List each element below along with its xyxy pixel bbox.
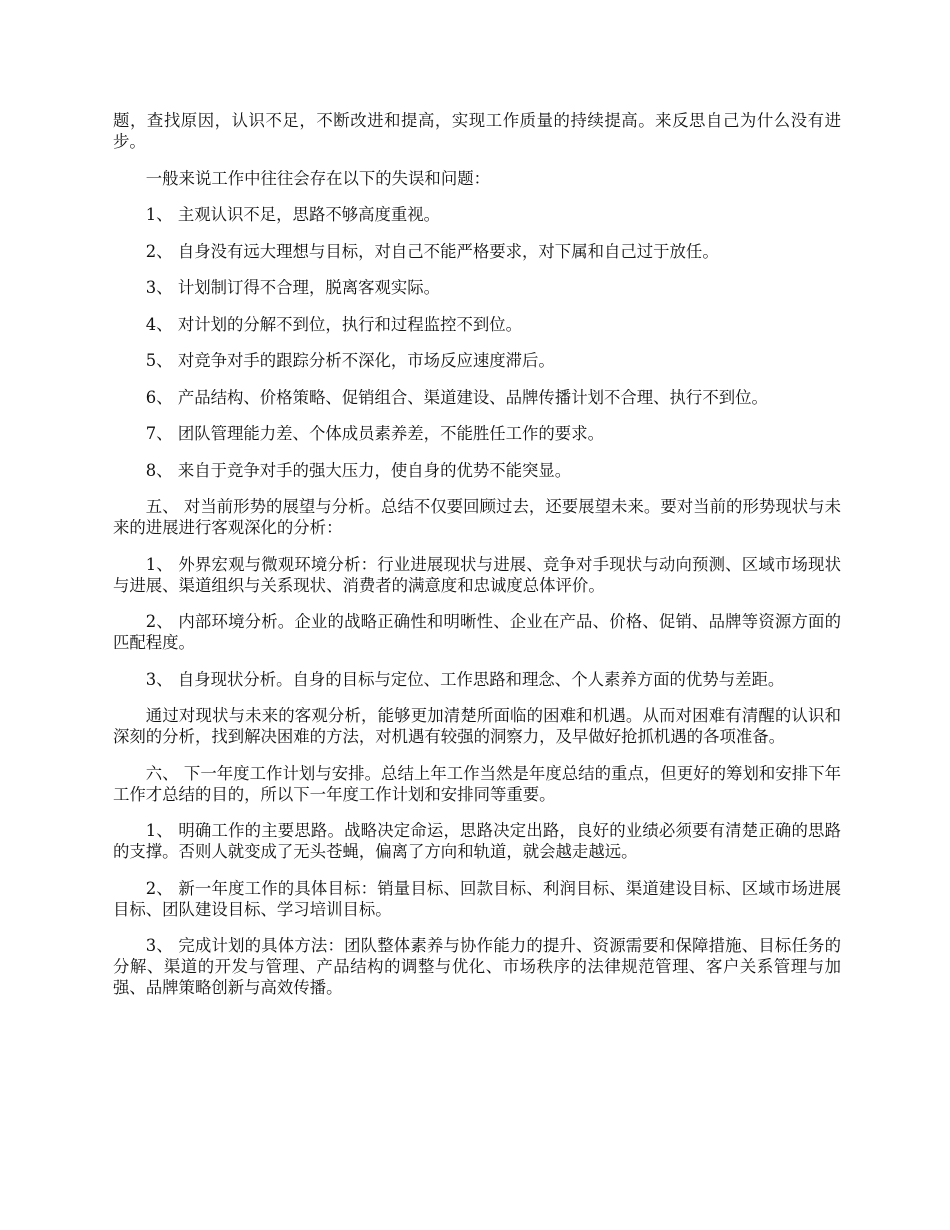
list-item-problem-2: 2、 自身没有远大理想与目标，对自己不能严格要求，对下属和自己过于放任。 xyxy=(145,241,719,261)
list-item-analysis-3: 3、 自身现状分析。自身的目标与定位、工作思路和理念、个人素养方面的优势与差距。 xyxy=(145,669,785,689)
list-item-problem-1: 1、 主观认识不足，思路不够高度重视。 xyxy=(145,205,441,224)
list-item-plan-2: 2、 新一年度工作的具体目标：销量目标、回款目标、利润目标、渠道建设目标、区域市场进展目标、团队建设目标、学习培训目标。 xyxy=(113,878,841,919)
list-item-problem-4: 4、 对计划的分解不到位，执行和过程监控不到位。 xyxy=(145,314,523,334)
document-page xyxy=(113,110,841,1014)
list-item-plan-1: 1、 明确工作的主要思路。战略决定命运，思路决定出路，良好的业绩必须要有清楚正确的思路的支撑。否则人就变成了无头苍蝇，偏离了方向和轨道，就会越走越远。 xyxy=(113,821,841,861)
list-item-problem-8: 8、 来自于竞争对手的强大压力，使自身的优势不能突显。 xyxy=(145,460,572,480)
list-item-problem-5: 5、 对竞争对手的跟踪分析不深化，市场反应速度滞后。 xyxy=(145,351,555,370)
section-heading-5: 五、 对当前形势的展望与分析。总结不仅要回顾过去，还要展望未来。要对当前的形势现状与未来的进展进行客观深化的分析： xyxy=(113,497,841,537)
list-item-problem-3: 3、 计划制订得不合理，脱离客观实际。 xyxy=(145,278,441,297)
paragraph-analysis-summary: 通过对现状与未来的客观分析，能够更加清楚所面临的困难和机遇。从而对困难有清醒的认识和深刻的分析，找到解决困难的方法，对机遇有较强的洞察力，及早做好抢抓机遇的各项准备。 xyxy=(113,706,841,746)
paragraph-continuation: 题，查找原因，认识不足，不断改进和提高，实现工作质量的持续提高。来反思自己为什么没有进步。 xyxy=(113,111,841,151)
section-heading-6: 六、 下一年度工作计划与安排。总结上年工作当然是年度总结的重点，但更好的筹划和安排下年工作才总结的目的，所以下一年度工作计划和安排同等重要。 xyxy=(113,763,841,804)
list-item-analysis-2: 2、 内部环境分析。企业的战略正确性和明晰性、企业在产品、价格、促销、品牌等资源方面的匹配程度。 xyxy=(113,612,841,652)
list-item-analysis-1: 1、 外界宏观与微观环境分析：行业进展现状与进展、竞争对手现状与动向预测、区域市场现状与进展、渠道组织与关系现状、消费者的满意度和忠诚度总体评价。 xyxy=(113,554,841,595)
list-item-problem-7: 7、 团队管理能力差、个体成员素养差，不能胜任工作的要求。 xyxy=(145,424,604,443)
list-item-plan-3: 3、 完成计划的具体方法：团队整体素养与协作能力的提升、资源需要和保障措施、目标任务的分解、渠道的开发与管理、产品结构的调整与优化、市场秩序的法律规范管理、客户关系管理与加强、品牌策略创新与高效传播。 xyxy=(113,936,841,997)
paragraph-problems-intro: 一般来说工作中往往会存在以下的失误和问题： xyxy=(145,168,490,188)
list-item-problem-6: 6、 产品结构、价格策略、促销组合、渠道建设、品牌传播计划不合理、执行不到位。 xyxy=(145,387,768,407)
